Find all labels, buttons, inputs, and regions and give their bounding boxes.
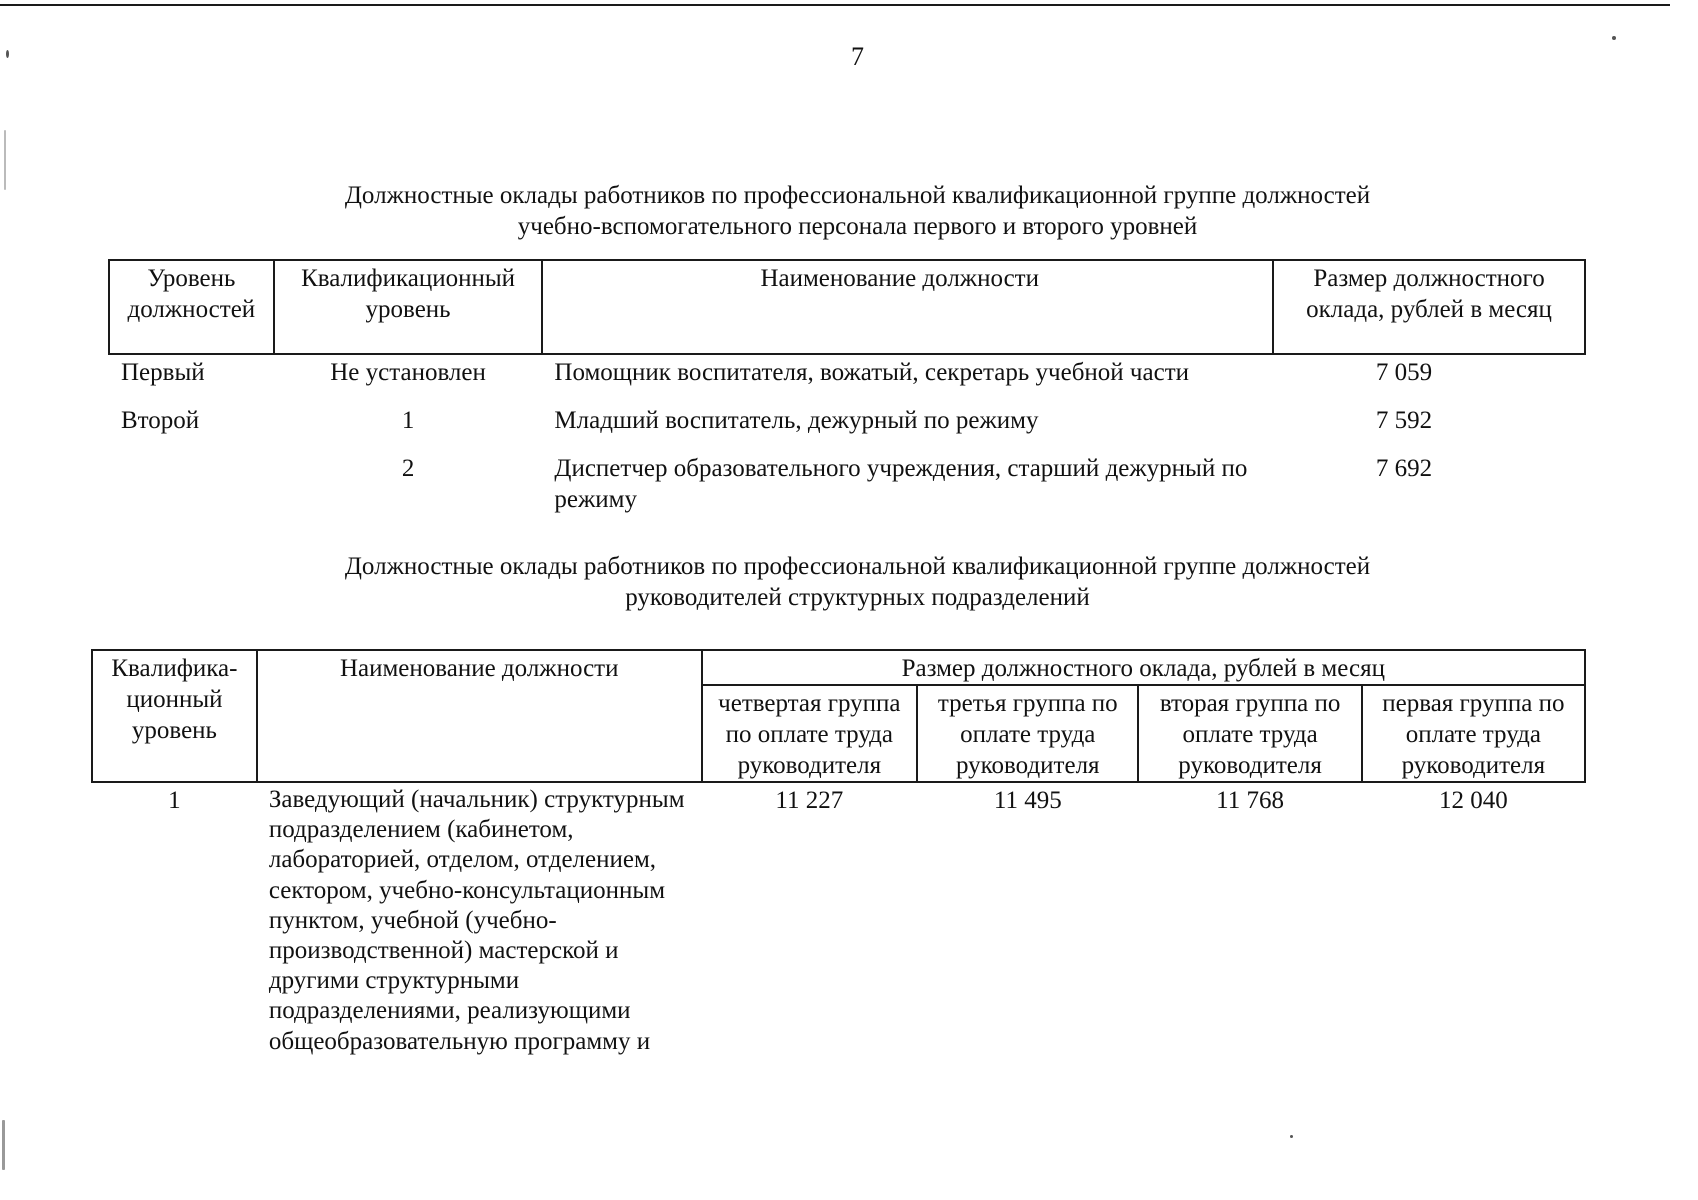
cell-level: Второй [121, 407, 200, 434]
cell-level: Первый [121, 359, 205, 386]
cell-salary: 7 059 [1375, 359, 1433, 386]
header-group-2: вторая группа по оплате труда руководителя [1138, 685, 1361, 782]
table-row [109, 354, 1585, 405]
table2-title-line2: руководителей структурных подразделений [625, 584, 1090, 611]
table1-title-line2: учебно-вспомогательного персонала первого и второго уровней [517, 213, 1198, 240]
support-staff-salary-table [108, 259, 1586, 515]
header-position: Наименование должности [542, 260, 1273, 354]
cell-qual-level: 1 [401, 407, 415, 434]
cell-qual-level: Не установлен [330, 359, 486, 386]
scan-speck [4, 130, 6, 190]
header-level: Уровень должностей [109, 260, 274, 354]
header-salary: Размер должностного оклада, рублей в месяц [1273, 260, 1585, 354]
table-row [109, 453, 1585, 515]
table-row [109, 405, 1585, 453]
header-qual-level: Квалификационный уровень [274, 260, 543, 354]
table2-header-row-top [92, 650, 1585, 685]
scan-speck [1290, 1135, 1293, 1138]
department-heads-salary-table [91, 649, 1586, 1057]
header-group-3: третья группа по оплате труда руководителя [917, 685, 1138, 782]
scan-speck [6, 50, 9, 58]
header-position: Наименование должности [257, 650, 702, 782]
cell-qual-level: 1 [168, 787, 181, 814]
table2-title-line1: Должностные оклады работников по профессиональной квалификационной группе должностей [344, 553, 1371, 580]
table1-title [150, 180, 1565, 242]
cell-salary: 7 692 [1375, 455, 1433, 482]
cell-salary: 7 592 [1375, 407, 1433, 434]
header-group-1: первая группа по оплате труда руководителя [1362, 685, 1585, 782]
header-salary-group: Размер должностного оклада, рублей в месяц [702, 650, 1585, 685]
scan-speck [1612, 36, 1616, 40]
cell-position: Заведующий (начальник) структурным подразделением (кабинетом, лабораторией, отделом, отделением, сектором, учебно-консультационным пунктом, учебной (учебно-производственной) мастерской и другими структурными подразделениями, реализующими общеобразовательную программу и [268, 786, 685, 1055]
table-row [92, 782, 1585, 1057]
cell-level [109, 453, 274, 515]
scan-speck [2, 1120, 5, 1170]
cell-group-3: 11 495 [993, 787, 1062, 814]
cell-position: Диспетчер образовательного учреждения, старший дежурный по режиму [554, 455, 1248, 513]
cell-position: Младший воспитатель, дежурный по режиму [554, 407, 1039, 434]
cell-group-2: 11 768 [1216, 787, 1284, 814]
table1-header-row [109, 260, 1585, 354]
cell-group-4: 11 227 [775, 787, 844, 814]
cell-qual-level: 2 [401, 455, 415, 482]
header-group-4: четвертая группа по оплате труда руководителя [702, 685, 918, 782]
page-number: 7 [851, 42, 864, 71]
table1-title-line1: Должностные оклады работников по профессиональной квалификационной группе должностей [344, 182, 1371, 209]
top-border-line [0, 4, 1670, 6]
cell-group-1: 12 040 [1438, 787, 1508, 814]
cell-position: Помощник воспитателя, вожатый, секретарь учебной части [554, 359, 1189, 386]
table2-title [150, 551, 1565, 613]
header-qual-level: Квалифика- ционный уровень [92, 650, 257, 782]
